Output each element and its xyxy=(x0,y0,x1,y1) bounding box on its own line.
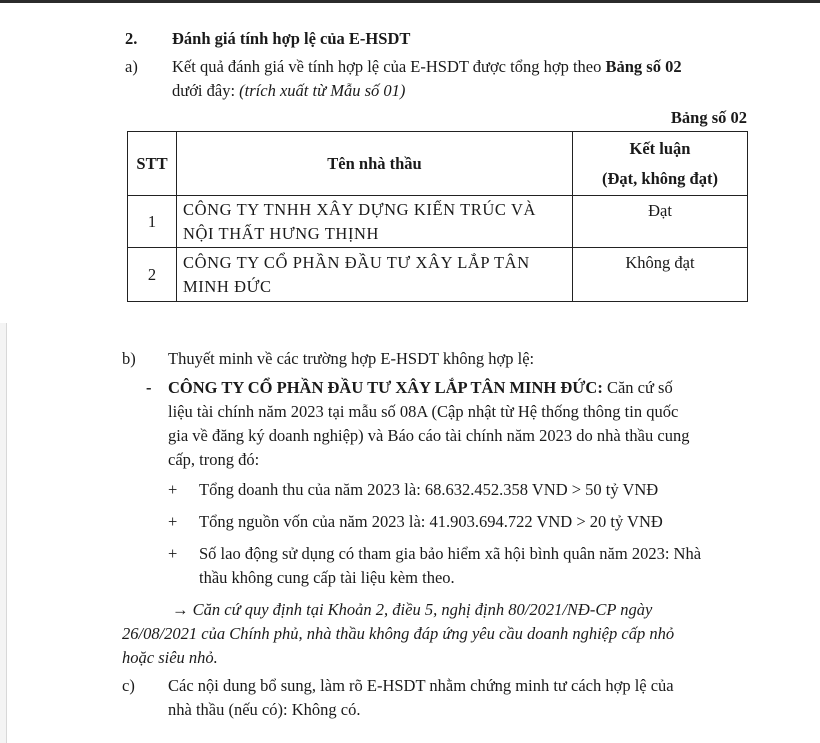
bullet-capital: Tổng nguồn vốn của năm 2023 là: 41.903.694.722 VND > 20 tỷ VNĐ xyxy=(199,512,663,531)
header-conclusion-sub: (Đạt, không đạt) xyxy=(602,168,718,188)
company-line1-rest: Căn cứ số xyxy=(602,378,673,397)
bullet-plus: + xyxy=(168,512,178,531)
part-a-line2 xyxy=(172,80,405,102)
conclusion-line1: → Căn cứ quy định tại Khoản 2, điều 5, nghị định 80/2021/NĐ-CP ngày xyxy=(172,600,653,619)
row-contractor-name xyxy=(177,248,573,302)
row-name-line2: NỘI THẤT HƯNG THỊNH xyxy=(183,223,380,243)
part-a-label: a) xyxy=(125,57,138,76)
row-contractor-name xyxy=(177,196,573,248)
company-explanation-line4: cấp, trong đó: xyxy=(168,450,260,469)
row-result: Đạt xyxy=(573,196,748,248)
conclusion-line3: hoặc siêu nhỏ. xyxy=(122,648,218,667)
row-name-line1: CÔNG TY CỔ PHẦN ĐẦU TƯ XÂY LẮP TÂN xyxy=(183,252,530,272)
list-dash: - xyxy=(146,378,152,397)
part-b-title: Thuyết minh về các trường hợp E-HSDT không hợp lệ: xyxy=(168,349,535,368)
part-a-table-ref: Bảng số 02 xyxy=(605,57,682,76)
table-caption: Bảng số 02 xyxy=(670,108,747,127)
company-name: CÔNG TY CỔ PHẦN ĐẦU TƯ XÂY LẮP TÂN MINH ĐỨC: xyxy=(168,378,603,397)
conclusion-line2: 26/08/2021 của Chính phủ, nhà thầu không đáp ứng yêu cầu doanh nghiệp cấp nhỏ xyxy=(122,624,675,643)
table-header-row xyxy=(128,132,748,196)
bullet-labor-line1: Số lao động sử dụng có tham gia bảo hiểm xã hội bình quân năm 2023: Nhà xyxy=(199,544,702,563)
bullet-plus: + xyxy=(168,480,178,499)
part-c-line1: Các nội dung bổ sung, làm rõ E-HSDT nhằm chứng minh tư cách hợp lệ của xyxy=(168,676,674,695)
header-stt: STT xyxy=(128,132,177,196)
header-conclusion xyxy=(573,132,748,196)
header-contractor: Tên nhà thầu xyxy=(177,132,573,196)
header-conclusion-title: Kết luận xyxy=(629,138,691,158)
page-top-border xyxy=(0,0,820,3)
row-stt: 2 xyxy=(128,248,177,302)
bullet-plus: + xyxy=(168,544,178,563)
part-a-line1-text: Kết quả đánh giá về tính hợp lệ của E-HSDT được tổng hợp theo xyxy=(172,57,606,76)
part-a-line1 xyxy=(172,56,682,78)
section-title: Đánh giá tính hợp lệ của E-HSDT xyxy=(172,29,411,48)
row-name-line2: MINH ĐỨC xyxy=(183,276,272,296)
company-explanation-line1 xyxy=(168,377,673,399)
bullet-revenue: Tổng doanh thu của năm 2023 là: 68.632.452.358 VND > 50 tỷ VNĐ xyxy=(199,480,659,499)
row-result: Không đạt xyxy=(573,248,748,302)
table-row xyxy=(128,196,748,248)
table-row xyxy=(128,248,748,302)
section-number: 2. xyxy=(125,29,138,48)
row-name-line1: CÔNG TY TNHH XÂY DỰNG KIẾN TRÚC VÀ xyxy=(183,199,536,219)
part-b-label: b) xyxy=(122,349,136,368)
company-explanation-line2: liệu tài chính năm 2023 tại mẫu số 08A (Cập nhật từ Hệ thống thông tin quốc xyxy=(168,402,679,421)
part-a-line2-text: dưới đây: xyxy=(172,81,240,100)
bullet-labor-line2: thầu không cung cấp tài liệu kèm theo. xyxy=(199,568,455,587)
company-explanation-line3: gia về đăng ký doanh nghiệp) và Báo cáo tài chính năm 2023 do nhà thầu cung xyxy=(168,426,690,445)
scan-edge xyxy=(0,323,7,743)
part-c-line2: nhà thầu (nếu có): Không có. xyxy=(168,700,361,719)
row-stt: 1 xyxy=(128,196,177,248)
evaluation-table xyxy=(127,131,748,302)
part-c-label: c) xyxy=(122,676,135,695)
part-a-source-note: (trích xuất từ Mẫu số 01) xyxy=(239,81,406,100)
